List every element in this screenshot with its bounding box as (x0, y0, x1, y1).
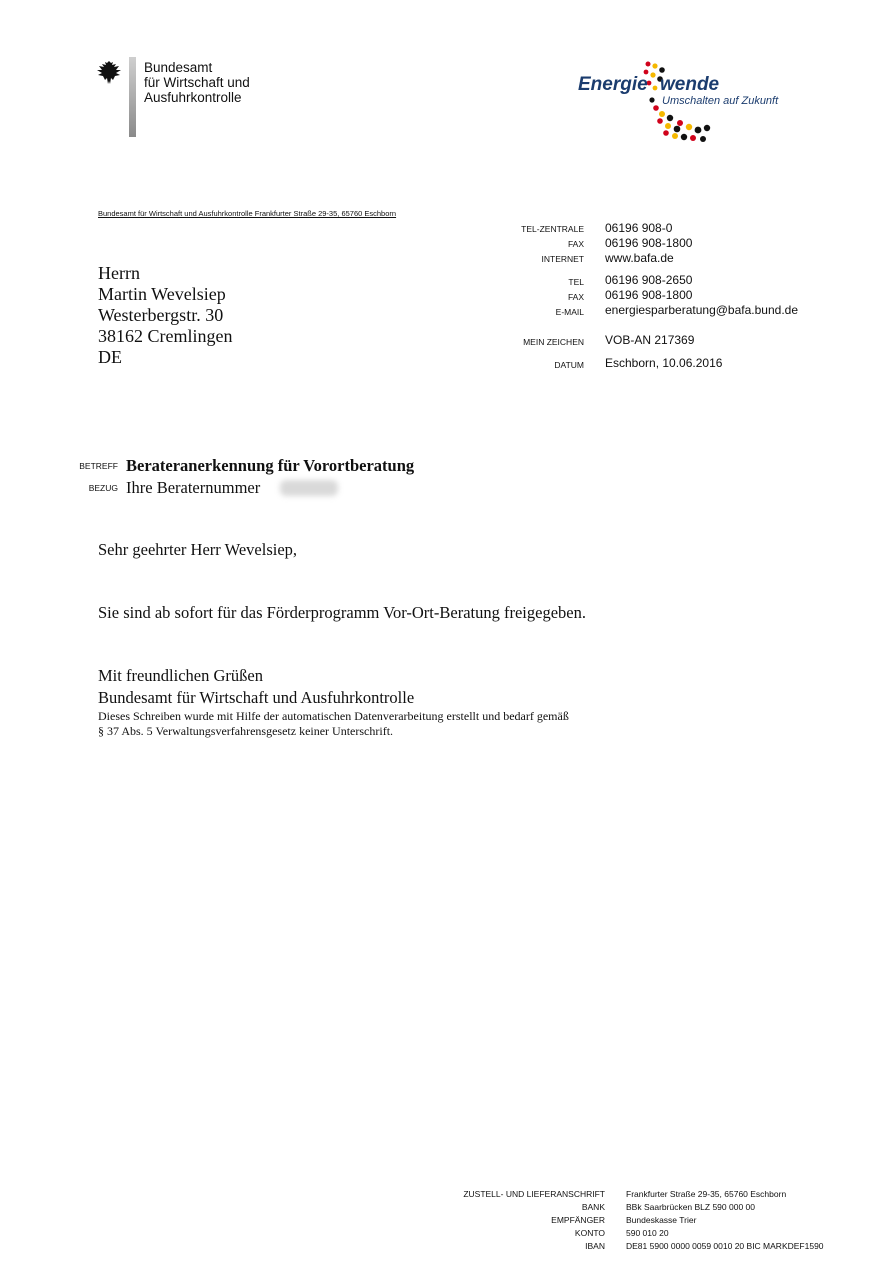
contact-label-email: E-MAIL (555, 307, 584, 317)
betreff-label: BETREFF (79, 461, 118, 471)
address-salutation: Herrn (98, 263, 140, 283)
contact-value-fax: 06196 908-1800 (605, 288, 693, 302)
contact-label-mein-zeichen: MEIN ZEICHEN (523, 337, 584, 347)
closing: Mit freundlichen Grüßen (98, 666, 263, 685)
contact-label-fax: FAX (567, 292, 584, 302)
footer-value-empfaenger: Bundeskasse Trier (626, 1215, 697, 1225)
agency-name-line-2: für Wirtschaft und (144, 75, 250, 90)
contact-value-mein-zeichen: VOB-AN 217369 (605, 333, 695, 347)
energiewende-tagline: Umschalten auf Zukunft (662, 95, 779, 107)
footer-label-bank: BANK (581, 1202, 605, 1212)
address-name: Martin Wevelsiep (98, 284, 226, 304)
subject-line: Berateranerkennung für Vorortberatung (126, 456, 415, 475)
contact-label-fax-central: FAX (567, 239, 584, 249)
logo-divider-bar (129, 57, 136, 137)
address-country: DE (98, 347, 122, 367)
address-street: Westerbergstr. 30 (98, 305, 224, 325)
redacted-number (280, 480, 338, 496)
footer-label-konto: KONTO (574, 1228, 605, 1238)
footer-value-anschrift: Frankfurter Straße 29-35, 65760 Eschborn (626, 1189, 787, 1199)
contact-label-datum: DATUM (554, 360, 584, 370)
footer-value-iban: DE81 5900 0000 0059 0010 20 BIC MARKDEF1590 (626, 1241, 824, 1251)
main-message: Sie sind ab sofort für das Förderprogramm Vor-Ort-Beratung freigegeben. (98, 603, 586, 622)
closing-organization: Bundesamt für Wirtschaft und Ausfuhrkontrolle (98, 688, 415, 707)
agency-name-line-3: Ausfuhrkontrolle (144, 90, 242, 105)
salutation: Sehr geehrter Herr Wevelsiep, (98, 540, 298, 559)
energiewende-word-energie: Energie (578, 74, 648, 95)
automation-note-line-1: Dieses Schreiben wurde mit Hilfe der automatischen Datenverarbeitung erstellt und bedarf gemäß (98, 709, 569, 723)
energiewende-word-wende: wende (660, 74, 720, 95)
contact-value-internet: www.bafa.de (605, 251, 674, 265)
sender-return-address: Bundesamt für Wirtschaft und Ausfuhrkontrolle Frankfurter Straße 29-35, 65760 Eschborn (98, 209, 397, 218)
footer-value-konto: 590 010 20 (626, 1228, 669, 1238)
footer-label-anschrift: ZUSTELL- UND LIEFERANSCHRIFT (463, 1189, 605, 1199)
bezug-label: BEZUG (88, 483, 118, 493)
contact-value-tel: 06196 908-2650 (605, 273, 693, 287)
contact-label-tel: TEL (568, 277, 584, 287)
contact-label-internet: INTERNET (541, 254, 584, 264)
address-city: 38162 Cremlingen (98, 326, 233, 346)
automation-note-line-2: § 37 Abs. 5 Verwaltungsverfahrensgesetz keiner Unterschrift. (98, 724, 394, 738)
reference-line: Ihre Beraternummer (126, 478, 261, 497)
footer-value-bank: BBk Saarbrücken BLZ 590 000 00 (626, 1202, 755, 1212)
footer-label-iban: IBAN (585, 1241, 605, 1251)
contact-value-datum: Eschborn, 10.06.2016 (605, 356, 723, 370)
contact-label-tel-zentrale: TEL-ZENTRALE (521, 224, 584, 234)
contact-value-email: energiesparberatung@bafa.bund.de (605, 303, 798, 317)
federal-eagle-icon (94, 58, 124, 88)
contact-value-fax-central: 06196 908-1800 (605, 236, 693, 250)
footer-label-empfaenger: EMPFÄNGER (551, 1215, 605, 1225)
contact-value-tel-zentrale: 06196 908-0 (605, 221, 673, 235)
agency-name-line-1: Bundesamt (144, 60, 213, 75)
